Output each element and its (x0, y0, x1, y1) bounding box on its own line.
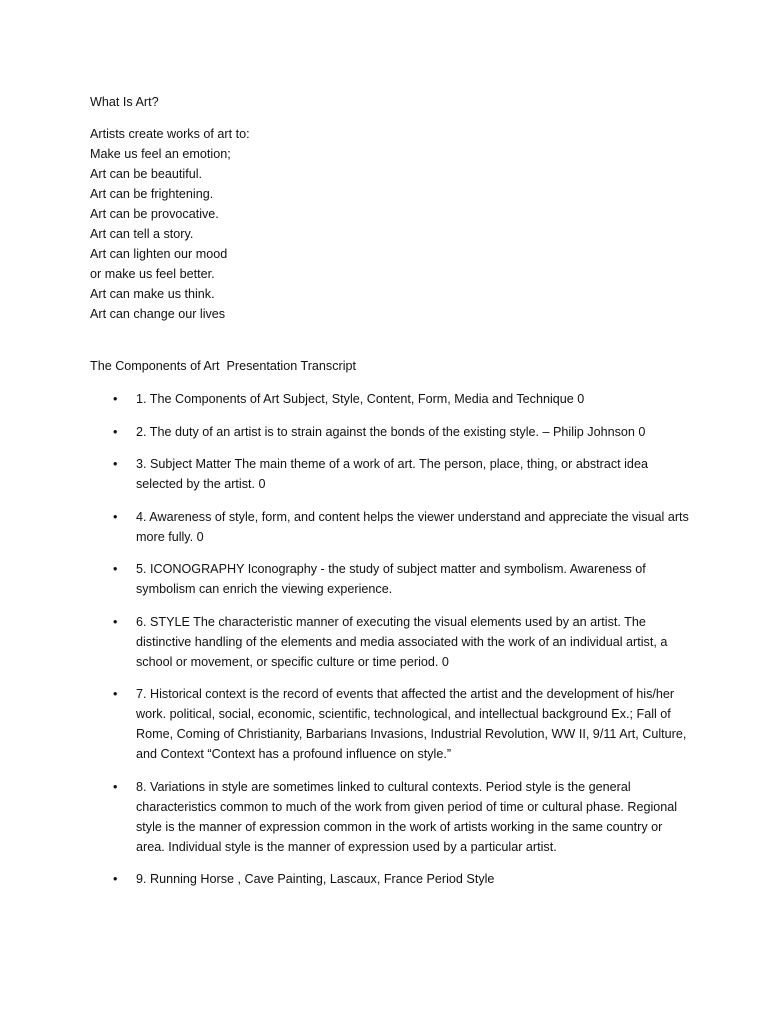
intro-line: Art can be frightening. (90, 187, 214, 201)
list-item (113, 454, 693, 494)
intro-line: Make us feel an emotion; (90, 147, 231, 161)
transcript-bullet-list (113, 389, 693, 902)
bullet-icon: • (113, 614, 118, 629)
intro-line: Artists create works of art to: (90, 127, 250, 141)
list-item (113, 777, 693, 857)
bullet-icon: • (113, 457, 118, 471)
list-item (113, 422, 693, 442)
intro-line: Art can be beautiful. (90, 167, 203, 181)
intro-line: or make us feel better. (90, 267, 215, 281)
transcript-heading: The Components of Art Presentation Transcript (90, 359, 356, 373)
list-item (113, 869, 693, 889)
list-item (113, 612, 693, 672)
intro-line: Art can lighten our mood (90, 247, 228, 261)
list-item (113, 507, 693, 547)
bullet-icon: • (113, 687, 118, 701)
bullet-icon: • (113, 779, 118, 794)
intro-line: Art can be provocative. (90, 207, 219, 221)
list-item-text: 9. Running Horse , Cave Painting, Lascaux, France Period Style (136, 872, 495, 886)
list-item (113, 684, 693, 764)
list-item-text: 7. Historical context is the record of events that affected the artist and the development of his/her work. political, social, economic, scientific, technological, and intellectual background Ex.; Fall of Rome, Coming of Christianity, Barbarians Invasions, Industrial Revolution, WW II, 9/11 Art, Culture, and Context “Context has a profound influence on style.” (136, 687, 687, 761)
bullet-icon: • (113, 392, 118, 406)
intro-text-block (90, 124, 250, 324)
bullet-icon: • (113, 562, 118, 576)
list-item-text: 6. STYLE The characteristic manner of executing the visual elements used by an artist. The distinctive handling of the elements and media associated with the work of an individual artist, a school or movement, or specific culture or time period. 0 (136, 614, 668, 669)
bullet-icon: • (113, 872, 118, 886)
list-item-text: 5. ICONOGRAPHY Iconography - the study of subject matter and symbolism. Awareness of symbolism can enrich the viewing experience. (136, 562, 646, 596)
list-item-text: 8. Variations in style are sometimes linked to cultural contexts. Period style is the general characteristics common to much of the work from given period of time or cultural phase. Regional style is the manner of expression common in the work of artists working in the same country or area. Individual style is the manner of expression used by a particular artist. (136, 779, 678, 854)
list-item (113, 559, 693, 599)
page-title: What Is Art? (90, 95, 159, 109)
list-item-text: 1. The Components of Art Subject, Style, Content, Form, Media and Technique 0 (136, 392, 585, 406)
intro-line: Art can tell a story. (90, 227, 194, 241)
intro-line: Art can change our lives (90, 307, 226, 321)
list-item-text: 4. Awareness of style, form, and content helps the viewer understand and appreciate the visual arts more fully. 0 (136, 509, 689, 544)
bullet-icon: • (113, 424, 118, 439)
list-item-text: 3. Subject Matter The main theme of a work of art. The person, place, thing, or abstract idea selected by the artist. 0 (136, 457, 648, 491)
intro-line: Art can make us think. (90, 287, 215, 301)
list-item-text: 2. The duty of an artist is to strain against the bonds of the existing style. – Philip Johnson 0 (136, 424, 646, 439)
bullet-icon: • (113, 509, 118, 524)
list-item (113, 389, 693, 409)
